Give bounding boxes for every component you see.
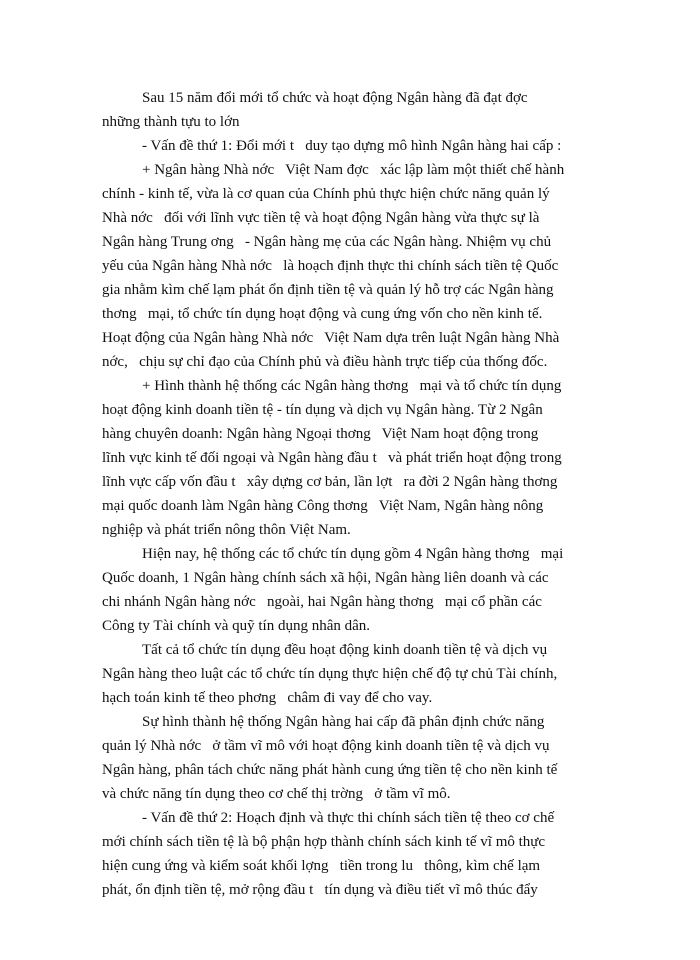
text-line: và chức năng tín dụng theo cơ chế thị trờng ở tầm vĩ mô.	[102, 786, 451, 802]
text-line: gia nhằm kìm chế lạm phát ổn định tiền tệ và quản lý hỗ trợ các Ngân hàng	[102, 282, 554, 298]
text-line: Sau 15 năm đổi mới tổ chức và hoạt động Ngân hàng đã đạt đợc	[142, 90, 528, 106]
text-line: hàng chuyên doanh: Ngân hàng Ngoại thơng Việt Nam hoạt động trong	[102, 426, 539, 442]
text-line: + Ngân hàng Nhà nớc Việt Nam đợc xác lập làm một thiết chế hành	[142, 162, 565, 178]
text-line: phát, ổn định tiền tệ, mở rộng đầu t tín dụng và điều tiết vĩ mô thúc đẩy	[102, 882, 538, 898]
text-line: Tất cả tổ chức tín dụng đều hoạt động kinh doanh tiền tệ và dịch vụ	[142, 642, 548, 658]
text-line: Quốc doanh, 1 Ngân hàng chính sách xã hội, Ngân hàng liên doanh và các	[102, 570, 549, 586]
text-line: chi nhánh Ngân hàng nớc ngoài, hai Ngân hàng thơng mại cổ phần các	[102, 594, 542, 610]
text-line: Hiện nay, hệ thống các tổ chức tín dụng gồm 4 Ngân hàng thơng mại	[142, 546, 564, 562]
text-line: Sự hình thành hệ thống Ngân hàng hai cấp đã phân định chức năng	[142, 714, 545, 730]
text-line: nớc, chịu sự chỉ đạo của Chính phủ và điều hành trực tiếp của thống đốc.	[102, 354, 548, 370]
text-line: - Vấn đề thứ 2: Hoạch định và thực thi chính sách tiền tệ theo cơ chế	[142, 810, 555, 826]
text-line: + Hình thành hệ thống các Ngân hàng thơng mại và tổ chức tín dụng	[142, 378, 562, 394]
text-line: mại quốc doanh làm Ngân hàng Công thơng Việt Nam, Ngân hàng nông	[102, 498, 544, 514]
text-line: nghiệp và phát triển nông thôn Việt Nam.	[102, 522, 351, 538]
text-line: thơng mại, tổ chức tín dụng hoạt động và cung ứng vốn cho nền kinh tế.	[102, 306, 543, 322]
text-line: Hoạt động của Ngân hàng Nhà nớc Việt Nam dựa trên luật Ngân hàng Nhà	[102, 330, 560, 346]
text-line: hạch toán kinh tế theo phơng châm đi vay để cho vay.	[102, 690, 433, 706]
text-line: hoạt động kinh doanh tiền tệ - tín dụng và dịch vụ Ngân hàng. Từ 2 Ngân	[102, 402, 543, 418]
text-line: chính - kinh tế, vừa là cơ quan của Chính phủ thực hiện chức năng quản lý	[102, 186, 550, 202]
text-line: yếu của Ngân hàng Nhà nớc là hoạch định thực thi chính sách tiền tệ Quốc	[102, 258, 559, 274]
text-line: Nhà nớc đối với lĩnh vực tiền tệ và hoạt động Ngân hàng vừa thực sự là	[102, 210, 540, 226]
text-line: hiện cung ứng và kiểm soát khối lợng tiền trong lu thông, kìm chế lạm	[102, 858, 541, 874]
text-line: quản lý Nhà nớc ở tầm vĩ mô với hoạt động kinh doanh tiền tệ và dịch vụ	[102, 738, 550, 754]
text-line: những thành tựu to lớn	[102, 114, 240, 130]
text-line: Ngân hàng Trung ơng - Ngân hàng mẹ của các Ngân hàng. Nhiệm vụ chủ	[102, 234, 552, 250]
text-line: - Vấn đề thứ 1: Đổi mới t duy tạo dựng mô hình Ngân hàng hai cấp :	[142, 138, 562, 154]
text-line: Công ty Tài chính và quỹ tín dụng nhân dân.	[102, 618, 371, 634]
text-line: mới chính sách tiền tệ là bộ phận hợp thành chính sách kinh tế vĩ mô thực	[102, 834, 546, 850]
text-line: lĩnh vực cấp vốn đầu t xây dựng cơ bản, lần lợt ra đời 2 Ngân hàng thơng	[102, 474, 558, 490]
text-line: lĩnh vực kinh tế đối ngoại và Ngân hàng đầu t và phát triển hoạt động trong	[102, 450, 562, 466]
text-line: Ngân hàng, phân tách chức năng phát hành cung ứng tiền tệ cho nền kinh tế	[102, 762, 558, 778]
text-line: Ngân hàng theo luật các tổ chức tín dụng thực hiện chế độ tự chủ Tài chính,	[102, 666, 558, 682]
